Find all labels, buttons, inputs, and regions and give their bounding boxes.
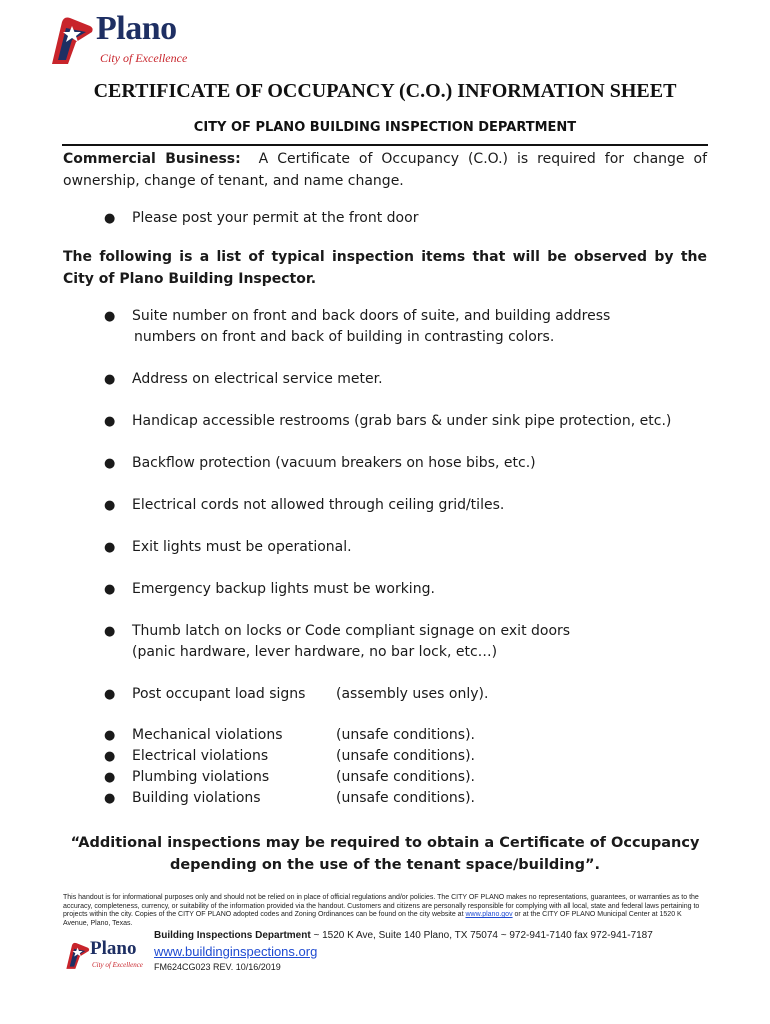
violation-note: (unsafe conditions). bbox=[336, 790, 476, 806]
violation-label: Mechanical violations bbox=[132, 727, 283, 743]
bullet-icon: ● bbox=[104, 414, 116, 429]
footer-contact bbox=[154, 930, 653, 941]
department-heading: CITY OF PLANO BUILDING INSPECTION DEPARTMENT bbox=[193, 120, 577, 135]
violation-note: (unsafe conditions). bbox=[336, 727, 476, 743]
plano-website-link[interactable]: www.plano.gov bbox=[465, 911, 513, 919]
bullet-icon: ● bbox=[104, 372, 116, 387]
item-text: Emergency backup lights must be working. bbox=[132, 581, 435, 597]
footer-contact-text: ~ 1520 K Ave, Suite 140 Plano, TX 75074 ~ 972-941-7140 fax 972-941-7187 bbox=[313, 930, 653, 941]
footer-logo bbox=[64, 940, 154, 976]
item-text: Backflow protection (vacuum breakers on hose bibs, etc.) bbox=[132, 455, 536, 471]
violation-note: (unsafe conditions). bbox=[336, 748, 476, 764]
footer-logo-wordmark: Plano bbox=[90, 938, 137, 959]
item-note: (assembly uses only). bbox=[336, 686, 489, 702]
commercial-paragraph bbox=[63, 148, 707, 192]
bullet-icon: ● bbox=[104, 211, 116, 226]
item-text-continued: numbers on front and back of building in contrasting colors. bbox=[134, 329, 555, 345]
bullet-icon: ● bbox=[104, 728, 116, 743]
item-text: Suite number on front and back doors of suite, and building address bbox=[132, 308, 611, 324]
item-text: Handicap accessible restrooms (grab bars & under sink pipe protection, etc.) bbox=[132, 413, 672, 429]
bullet-icon: ● bbox=[104, 582, 116, 597]
disclaimer-text-end: or at the CITY OF PLANO Municipal Center at 1520 K Avenue, Plano, Texas. bbox=[63, 911, 682, 927]
bullet-icon: ● bbox=[104, 770, 116, 785]
plano-logo bbox=[48, 10, 208, 70]
item-text: Electrical cords not allowed through ceiling grid/tiles. bbox=[132, 497, 505, 513]
plano-star-icon bbox=[48, 16, 94, 66]
bullet-icon: ● bbox=[104, 749, 116, 764]
bullet-icon: ● bbox=[104, 791, 116, 806]
item-text: Address on electrical service meter. bbox=[132, 371, 383, 387]
bullet-icon: ● bbox=[104, 687, 116, 702]
logo-tagline: City of Excellence bbox=[100, 51, 188, 65]
violation-label: Plumbing violations bbox=[132, 769, 270, 785]
bullet-icon: ● bbox=[104, 498, 116, 513]
bullet-icon: ● bbox=[104, 456, 116, 471]
item-text-continued: (panic hardware, lever hardware, no bar lock, etc…) bbox=[132, 644, 498, 660]
footer-logo-tagline: City of Excellence bbox=[92, 961, 143, 969]
commercial-text: A Certificate of Occupancy (C.O.) is required for change of ownership, change of tenant, and name change. bbox=[63, 151, 707, 189]
item-text: Post occupant load signs bbox=[132, 686, 306, 702]
bullet-icon: ● bbox=[104, 540, 116, 555]
bullet-icon: ● bbox=[104, 309, 116, 324]
post-permit-text: Please post your permit at the front door bbox=[132, 210, 419, 226]
disclaimer bbox=[63, 894, 707, 928]
violation-note: (unsafe conditions). bbox=[336, 769, 476, 785]
disclaimer-text: This handout is for informational purposes only and should not be relied on in place of official regulations and/or policies. The CITY OF PLANO makes no representations, guarantees, or warranties as to the accuracy, completeness, currency, or suitability of the information provided via the handout. Customers and citizens are personally responsible for complying with all local, state and federal laws pertaining to projects within the city. Copies of the CITY OF PLANO adopted codes and Zoning Ordinances can be found on the city website at bbox=[63, 894, 700, 919]
page-title: CERTIFICATE OF OCCUPANCY (C.O.) INFORMATION SHEET bbox=[93, 80, 677, 102]
form-revision: FM624CG023 REV. 10/16/2019 bbox=[154, 962, 281, 972]
violation-label: Electrical violations bbox=[132, 748, 269, 764]
item-text: Exit lights must be operational. bbox=[132, 539, 352, 555]
closing-statement: “Additional inspections may be required to obtain a Certificate of Occupancy depending on the use of the tenant space/building”. bbox=[70, 835, 700, 873]
item-text: Thumb latch on locks or Code compliant signage on exit doors bbox=[132, 623, 571, 639]
list-intro: The following is a list of typical inspection items that will be observed by the City of Plano Building Inspector. bbox=[63, 249, 707, 287]
plano-star-icon bbox=[64, 942, 90, 970]
violation-label: Building violations bbox=[132, 790, 261, 806]
building-inspections-link[interactable]: www.buildinginspections.org bbox=[154, 944, 318, 959]
logo-wordmark: Plano bbox=[96, 10, 177, 47]
bullet-icon: ● bbox=[104, 624, 116, 639]
header-divider bbox=[62, 144, 708, 146]
footer-dept-label: Building Inspections Department bbox=[154, 930, 311, 941]
commercial-label: Commercial Business: bbox=[63, 151, 241, 167]
